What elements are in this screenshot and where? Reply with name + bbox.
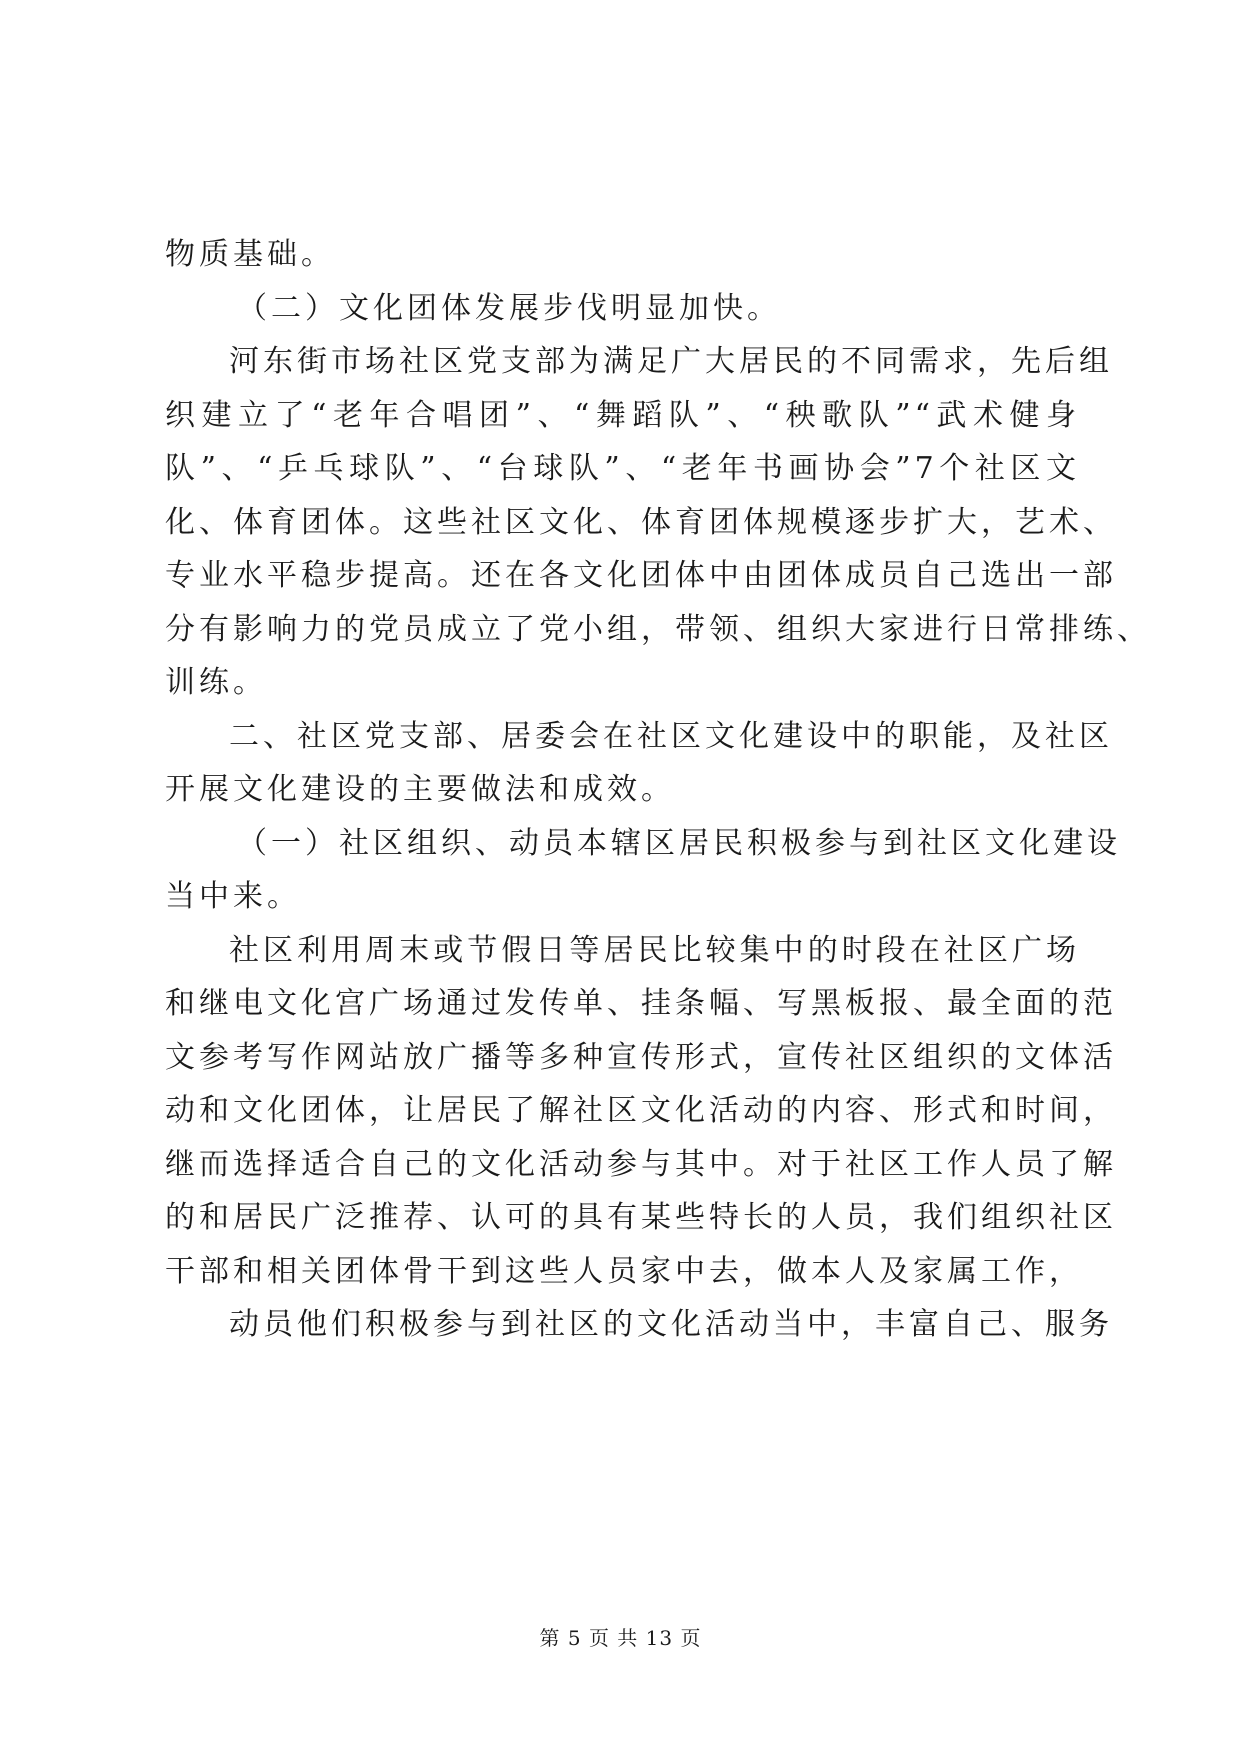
text-line: 当中来。	[165, 879, 301, 914]
text-line: 训练。	[165, 665, 267, 700]
paragraph	[165, 228, 1080, 282]
text-line: 动和文化团体，让居民了解社区文化活动的内容、形式和时间，	[165, 1093, 1117, 1128]
text-line: 的和居民广泛推荐、认可的具有某些特长的人员，我们组织社区	[165, 1200, 1117, 1235]
text-line: 二、社区党支部、居委会在社区文化建设中的职能，及社区	[229, 718, 1113, 754]
text-line: 继而选择适合自己的文化活动参与其中。对于社区工作人员了解	[165, 1146, 1117, 1182]
text-line: 化、体育团体。这些社区文化、体育团体规模逐步扩大，艺术、	[165, 504, 1117, 540]
text-line: （二）文化团体发展步伐明显加快。	[237, 290, 781, 326]
text-line: 动员他们积极参与到社区的文化活动当中，丰富自己、服务	[229, 1307, 1113, 1342]
text-line: 文参考写作网站放广播等多种宣传形式，宣传社区组织的文体活	[165, 1039, 1117, 1075]
paragraph	[165, 1298, 1113, 1352]
text-line: 干部和相关团体骨干到这些人员家中去，做本人及家属工作，	[165, 1253, 1083, 1289]
text-line: 队”、“乒乓球队”、“台球队”、“老年书画协会”7个社区文	[165, 451, 1080, 486]
text-line: 织建立了“老年合唱团”、“舞蹈队”、“秧歌队”“武术健身	[165, 397, 1080, 433]
paragraph	[165, 817, 1121, 924]
page-footer: 第 5 页 共 13 页	[539, 1626, 702, 1650]
paragraph	[165, 335, 1151, 710]
text-line: 物质基础。	[165, 237, 335, 272]
document-body	[165, 228, 1151, 1352]
paragraph	[165, 710, 1113, 817]
text-line: 分有影响力的党员成立了党小组，带领、组织大家进行日常排练、	[165, 611, 1151, 647]
paragraph	[165, 282, 1080, 336]
text-line: （一）社区组织、动员本辖区居民积极参与到社区文化建设	[237, 825, 1121, 861]
text-line: 社区利用周末或节假日等居民比较集中的时段在社区广场	[229, 932, 1080, 968]
paragraph	[165, 924, 1117, 1299]
text-line: 专业水平稳步提高。还在各文化团体中由团体成员自己选出一部	[165, 558, 1117, 593]
text-line: 和继电文化宫广场通过发传单、挂条幅、写黑板报、最全面的范	[165, 986, 1117, 1021]
text-line: 开展文化建设的主要做法和成效。	[165, 772, 675, 807]
text-line: 河东街市场社区党支部为满足广大居民的不同需求，先后组	[229, 344, 1113, 379]
